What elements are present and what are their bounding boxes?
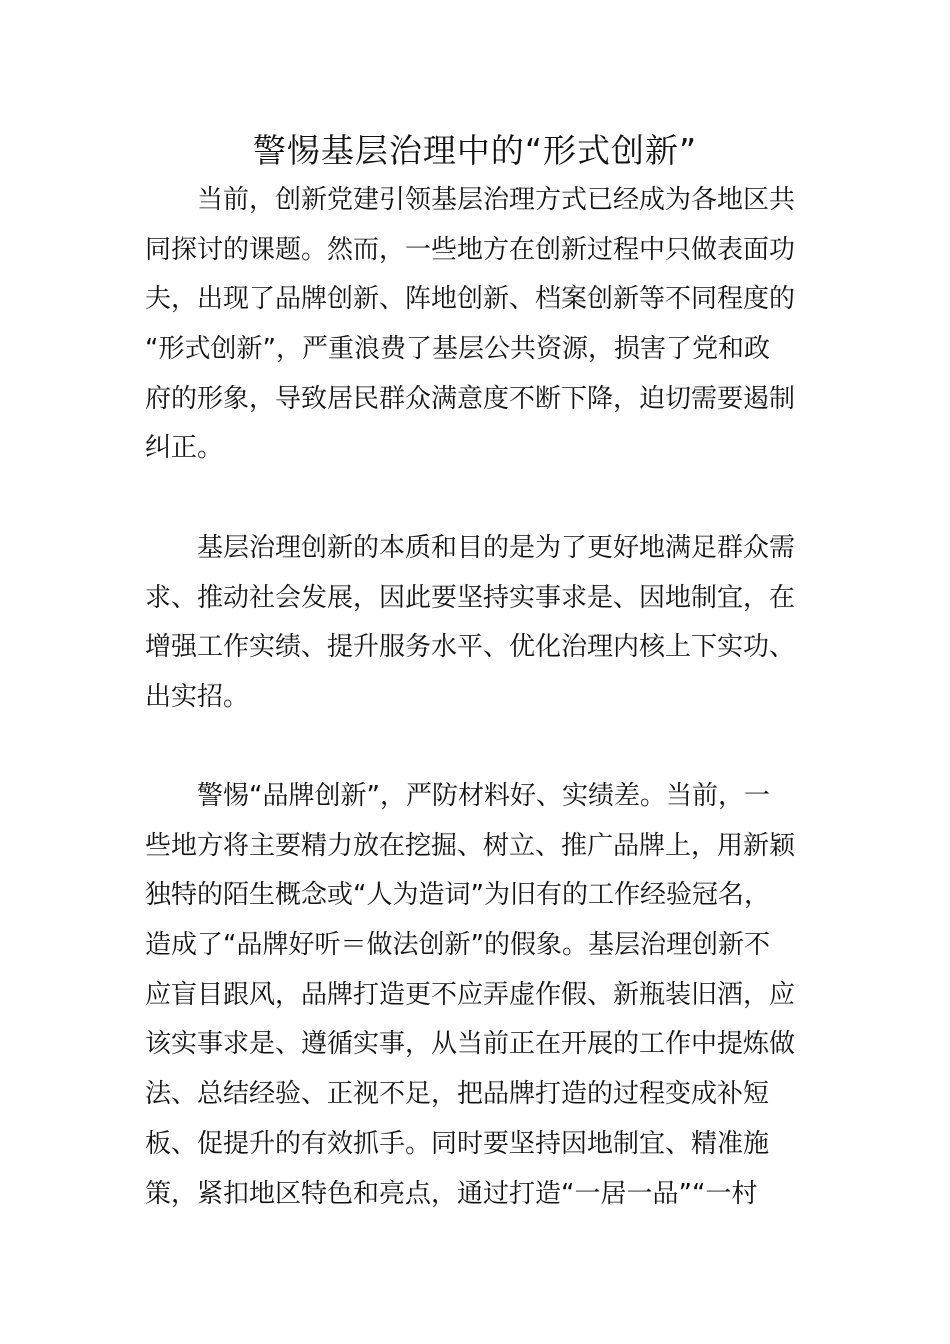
text-line: 法、总结经验、正视不足，把品牌打造的过程变成补短 xyxy=(145,1079,770,1110)
text-line: 夫，出现了品牌创新、阵地创新、档案创新等不同程度的 xyxy=(145,284,796,315)
text-line: 造成了“品牌好听＝做法创新”的假象。基层治理创新不 xyxy=(145,930,770,961)
text-line: 求、推动社会发展，因此要坚持实事求是、因地制宜，在 xyxy=(145,582,796,613)
paragraph-3 xyxy=(145,772,795,1219)
text-line: 府的形象，导致居民群众满意度不断下降，迫切需要遏制 xyxy=(145,383,796,414)
text-line: 纠正。 xyxy=(145,433,224,464)
text-line: 警惕“品牌创新”，严防材料好、实绩差。当前，一 xyxy=(197,781,770,811)
text-line: 策，紧扣地区特色和亮点，通过打造“一居一品”“一村 xyxy=(145,1178,758,1209)
document-title: 警惕基层治理中的“形式创新” xyxy=(252,131,698,170)
text-line: 板、促提升的有效抓手。同时要坚持因地制宜、精准施 xyxy=(145,1128,770,1159)
paragraph-2 xyxy=(145,524,795,723)
paragraph-1 xyxy=(145,176,795,474)
text-line: 增强工作实绩、提升服务水平、优化治理内核上下实功、 xyxy=(145,632,796,663)
text-line: “形式创新”，严重浪费了基层公共资源，损害了党和政 xyxy=(145,334,770,365)
text-line: 独特的陌生概念或“人为造词”为旧有的工作经验冠名， xyxy=(145,880,770,911)
text-line: 出实招。 xyxy=(145,682,250,713)
text-line: 些地方将主要精力放在挖掘、树立、推广品牌上，用新颖 xyxy=(145,830,796,861)
text-line: 该实事求是、遵循实事，从当前正在开展的工作中提炼做 xyxy=(145,1029,796,1060)
text-line: 基层治理创新的本质和目的是为了更好地满足群众需 xyxy=(197,533,796,563)
text-line: 同探讨的课题。然而，一些地方在创新过程中只做表面功 xyxy=(145,234,796,265)
text-line: 当前，创新党建引领基层治理方式已经成为各地区共 xyxy=(197,185,796,215)
text-line: 应盲目跟风，品牌打造更不应弄虚作假、新瓶装旧酒，应 xyxy=(145,979,796,1010)
